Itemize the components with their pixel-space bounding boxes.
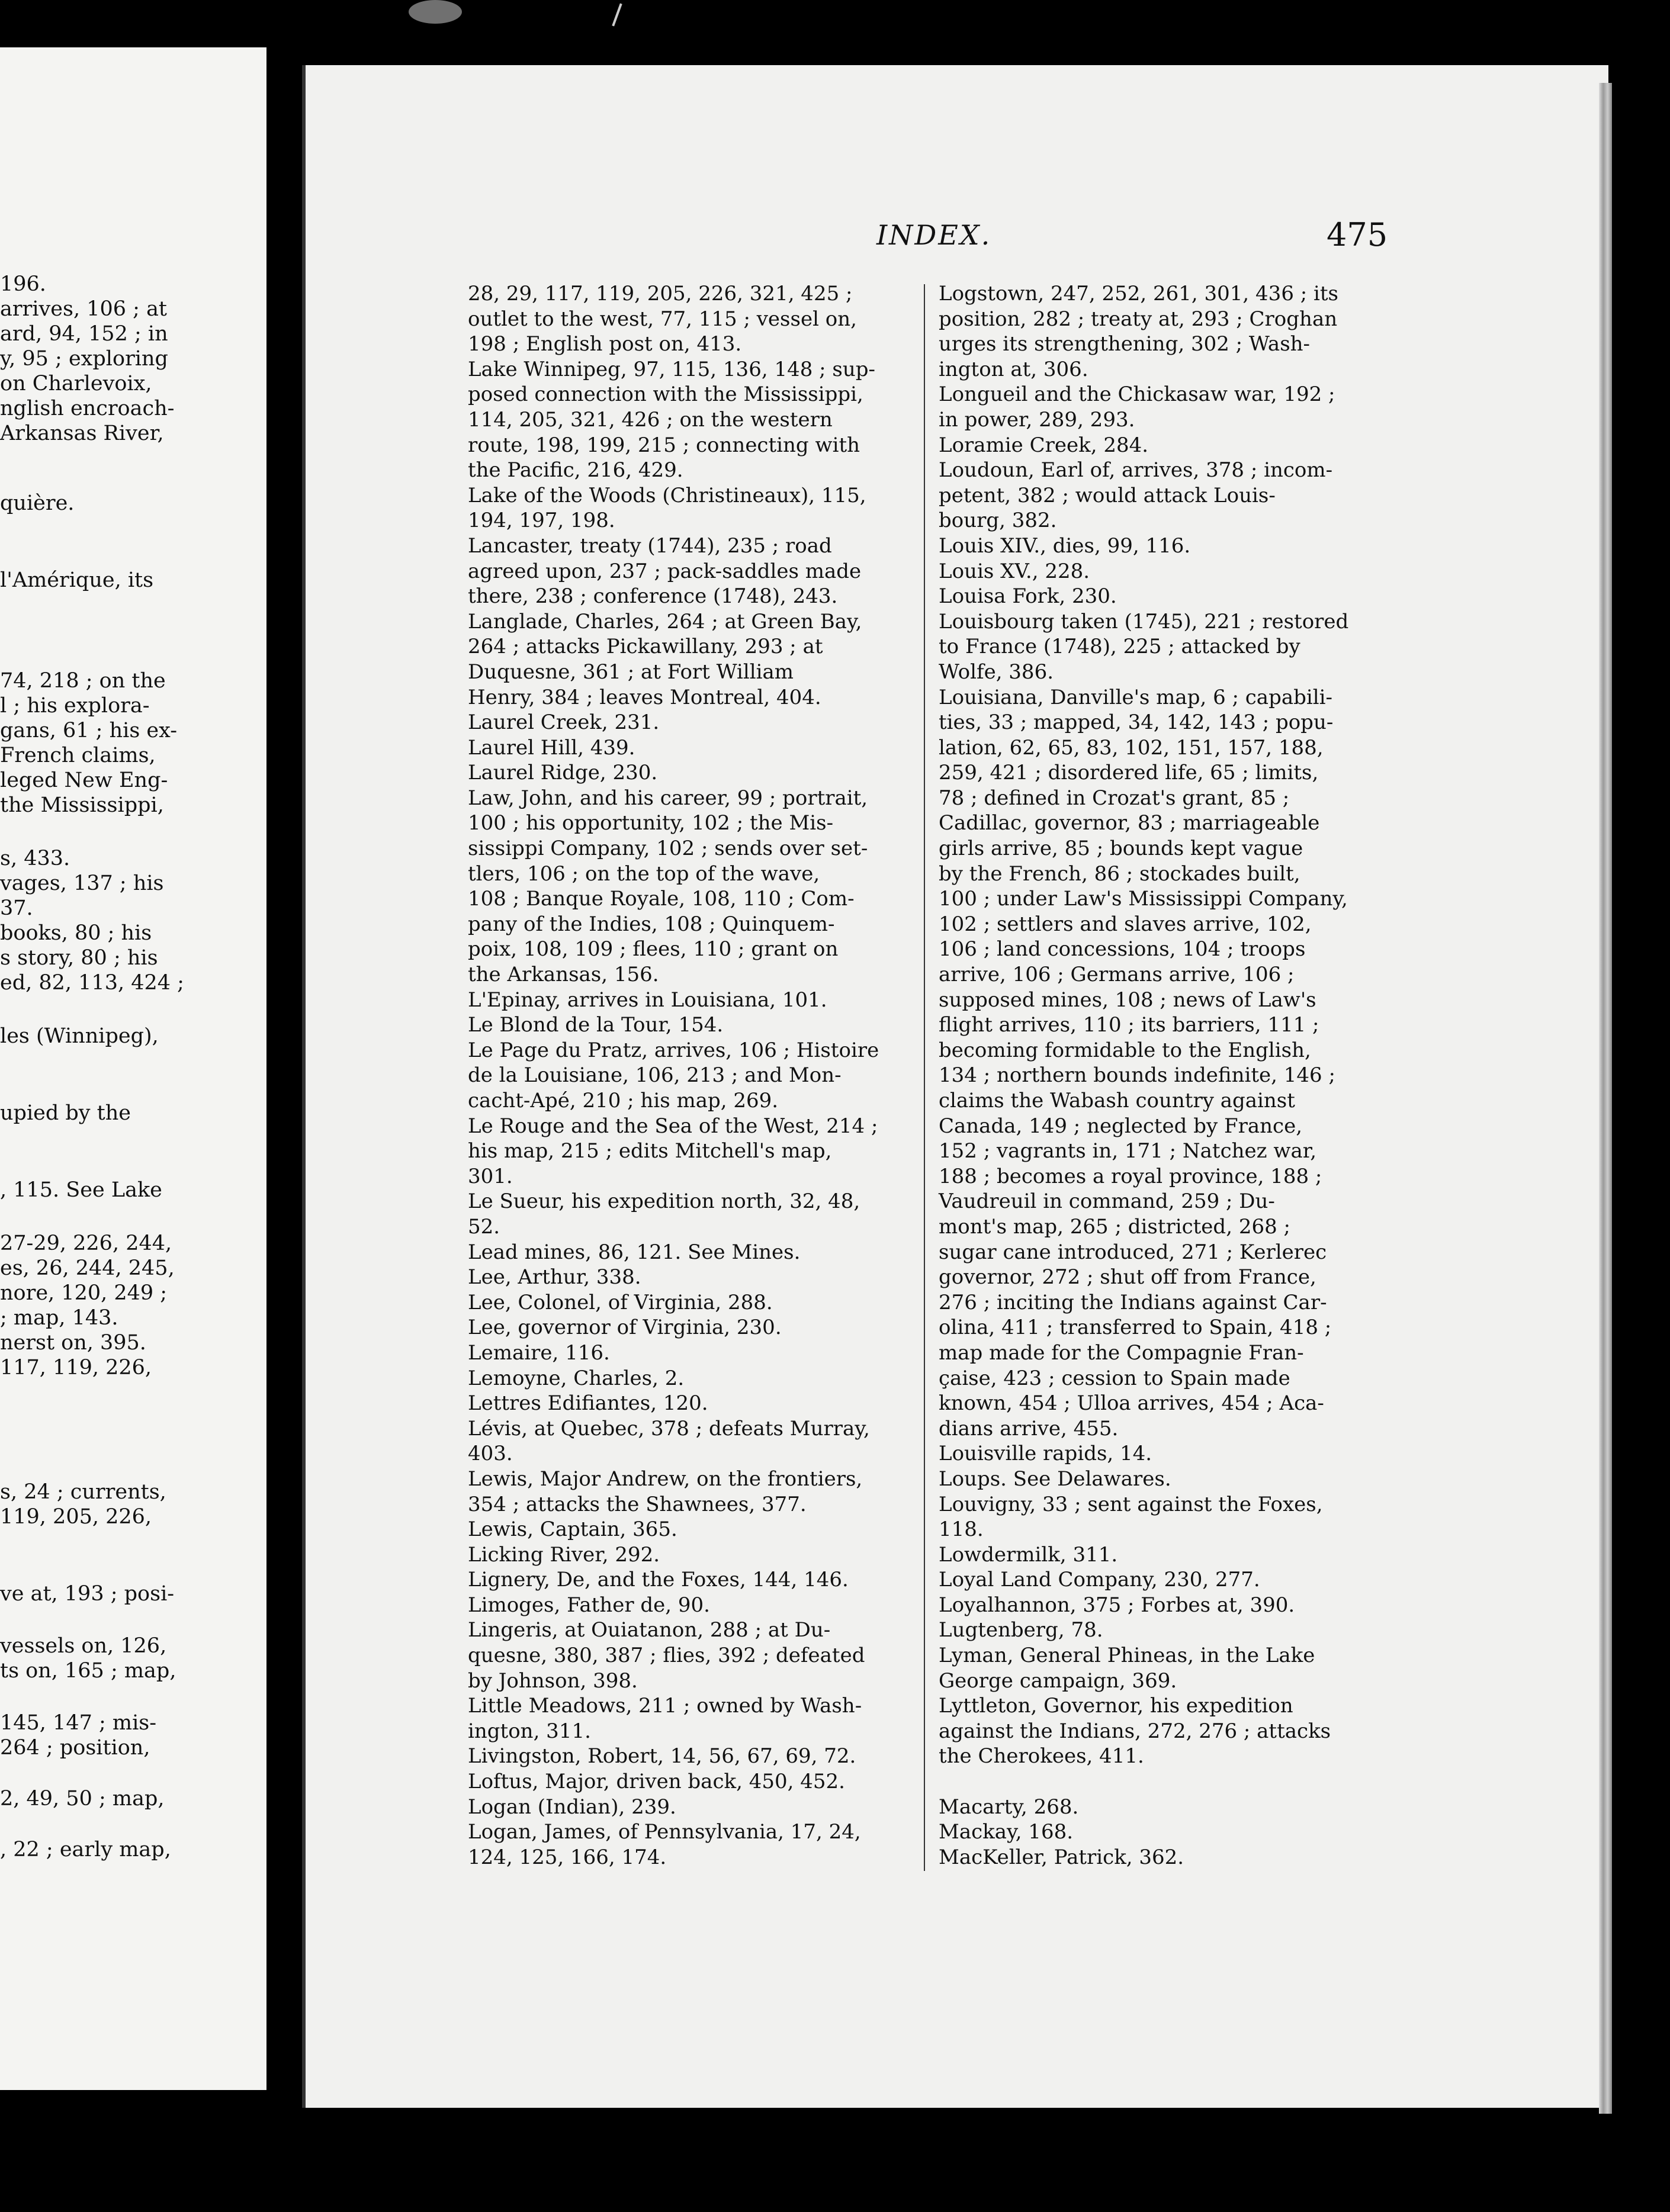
index-column-left [468,281,909,1870]
index-entry [939,1542,1389,1568]
index-entry-line: to France (1748), 225 ; attacked by [939,635,1300,659]
index-entry-line: Loramie Creek, 284. [939,433,1149,457]
index-entry-line: de la Louisiane, 106, 213 ; and Mon- [468,1063,842,1088]
index-entry [468,533,909,609]
page-edge [1599,83,1612,2114]
index-entry-line: Lee, Colonel, of Virginia, 288. [468,1290,773,1314]
index-entry [468,1391,909,1416]
index-entry-line: sissippi Company, 102 ; sends over set- [468,837,868,861]
index-entry-line: 100 ; his opportunity, 102 ; the Mis- [468,811,834,835]
index-entry [468,1517,909,1542]
index-entry [468,1542,909,1568]
index-entry-line: Langlade, Charles, 264 ; at Green Bay, [468,609,862,634]
index-entry-line: tlers, 106 ; on the top of the wave, [468,861,820,886]
left-page-fragment-line: leged New Eng- [0,769,168,792]
left-page-fragment-line: y, 95 ; exploring [0,347,168,371]
index-entry-line: 106 ; land concessions, 104 ; troops [939,937,1306,962]
index-entry [939,1618,1389,1643]
index-entry-line: map made for the Compagnie Fran- [939,1340,1304,1365]
left-page-fragment-line: s story, 80 ; his [0,946,158,970]
left-page-fragment-line: 37. [0,896,33,920]
left-page-fragment-line: l'Amérique, its [0,568,154,592]
index-entry-line: sugar cane introduced, 271 ; Kerlerec [939,1240,1327,1264]
index-entry [468,1038,909,1114]
index-entry [468,1265,909,1290]
index-entry [468,760,909,786]
index-entry-line: Le Blond de la Tour, 154. [468,1013,724,1037]
index-entry-line: poix, 108, 109 ; flees, 110 ; grant on [468,937,839,962]
index-entry-line: Logan, James, of Pennsylvania, 17, 24, [468,1820,861,1844]
index-entry-line: pany of the Indies, 108 ; Quinquem- [468,912,835,936]
index-entry-line: outlet to the west, 77, 115 ; vessel on, [468,307,857,331]
left-page-fragment-line: ard, 94, 152 ; in [0,322,168,346]
letter-section-gap [939,1769,1389,1795]
index-entry-line: by Johnson, 398. [468,1668,638,1693]
index-entry-line: Law, John, and his career, 99 ; portrait, [468,786,868,810]
index-entry-line: Lee, Arthur, 338. [468,1265,641,1290]
index-entry-line: the Pacific, 216, 429. [468,458,683,483]
index-entry-line: Cadillac, governor, 83 ; marriageable [939,811,1320,835]
left-page-fragment-line: nerst on, 395. [0,1331,146,1355]
left-page-fragment-line: , 115. See Lake [0,1178,162,1202]
index-entry [468,1315,909,1340]
index-entry-line: MacKeller, Patrick, 362. [939,1845,1184,1869]
index-entry-line: Lee, governor of Virginia, 230. [468,1316,782,1340]
index-entry-line: Lugtenberg, 78. [939,1618,1103,1642]
index-entry [468,1467,909,1517]
index-entry [939,1441,1389,1467]
index-entry-line: Lake Winnipeg, 97, 115, 136, 148 ; sup- [468,357,876,381]
index-entry-line: Lettres Edifiantes, 120. [468,1391,708,1416]
index-entry-line: Laurel Hill, 439. [468,735,635,760]
index-entry-line: Louis XIV., dies, 99, 116. [939,533,1191,558]
index-entry-line: Laurel Ridge, 230. [468,761,658,785]
index-entry [939,609,1389,685]
index-entry-line: his map, 215 ; edits Mitchell's map, [468,1139,832,1163]
index-entry-line: Lead mines, 86, 121. See Mines. [468,1240,801,1264]
left-page-fragment-line: 27-29, 226, 244, [0,1232,172,1255]
index-entry-line: 403. [468,1442,513,1466]
index-entry [468,1769,909,1795]
index-entry [939,1567,1389,1593]
index-entry-line: route, 198, 199, 215 ; connecting with [468,433,860,457]
index-entry-line: Logstown, 247, 252, 261, 301, 436 ; its [939,282,1339,306]
left-page-fragment-line: 119, 205, 226, [0,1505,152,1529]
index-entry-line: 301. [468,1164,513,1188]
index-entry [468,786,909,988]
index-entry-line: 134 ; northern bounds indefinite, 146 ; [939,1063,1335,1088]
index-column-right [939,281,1389,1870]
left-page-fragment-line: 2, 49, 50 ; map, [0,1787,165,1811]
index-entry [468,483,909,533]
left-page-fragment-line: vages, 137 ; his [0,872,164,895]
index-entry-line: position, 282 ; treaty at, 293 ; Croghan [939,307,1338,331]
index-entry [939,1643,1389,1693]
index-entry-line: Lemaire, 116. [468,1340,610,1365]
index-entry-line: 114, 205, 321, 426 ; on the western [468,407,833,432]
left-page-fragment-line: ts on, 165 ; map, [0,1659,176,1683]
index-entry-line: ington at, 306. [939,357,1088,381]
index-entry [468,1693,909,1744]
index-entry-line: arrive, 106 ; Germans arrive, 106 ; [939,963,1295,987]
index-entry-line: 78 ; defined in Crozat's grant, 85 ; [939,786,1290,810]
index-entry [939,584,1389,609]
index-entry-line: Logan (Indian), 239. [468,1795,676,1819]
index-entry-line: supposed mines, 108 ; news of Law's [939,988,1316,1012]
index-entry-line: 152 ; vagrants in, 171 ; Natchez war, [939,1139,1317,1163]
index-entry-line: Licking River, 292. [468,1542,660,1567]
left-page-fragment-line: Arkansas River, [0,422,164,445]
index-entry-line: petent, 382 ; would attack Louis- [939,483,1276,507]
index-entry-line: Louisiana, Danville's map, 6 ; capabili- [939,685,1332,709]
left-page-fragment-line: French claims, [0,744,156,767]
index-entry-line: claims the Wabash country against [939,1089,1295,1113]
index-entry-line: Loftus, Major, driven back, 450, 452. [468,1770,845,1794]
index-entry-line: Limoges, Father de, 90. [468,1593,710,1617]
index-entry-line: Macarty, 268. [939,1795,1079,1819]
index-entry-line: olina, 411 ; transferred to Spain, 418 ; [939,1316,1332,1340]
index-entry [939,458,1389,533]
left-page-fragment-line: 264 ; position, [0,1736,150,1760]
index-entry-line: 276 ; inciting the Indians against Car- [939,1290,1327,1314]
index-entry [468,1744,909,1769]
index-entry-line: Louisville rapids, 14. [939,1442,1152,1466]
index-entry-line: the Arkansas, 156. [468,963,659,987]
index-entry-line: bourg, 382. [939,509,1057,533]
index-entry-line: Louvigny, 33 ; sent against the Foxes, [939,1492,1323,1516]
left-page-fragment-line: nore, 120, 249 ; [0,1281,168,1305]
index-entry [939,281,1389,382]
index-entry-line: Lake of the Woods (Christineaux), 115, [468,483,866,507]
index-entry [939,559,1389,584]
index-entry-line: Louis XV., 228. [939,559,1090,583]
index-entry-line: lation, 62, 65, 83, 102, 151, 157, 188, [939,735,1324,760]
index-entry-line: ington, 311. [468,1719,591,1743]
column-rule [924,284,925,1871]
index-entry [939,433,1389,458]
index-entry [468,1340,909,1366]
index-entry [468,1114,909,1189]
index-entry-line: George campaign, 369. [939,1668,1177,1693]
index-entry-line: 52. [468,1214,500,1239]
index-entry [939,1593,1389,1618]
index-entry-line: Louisa Fork, 230. [939,584,1117,609]
index-entry [468,988,909,1013]
index-entry [468,1366,909,1391]
index-entry-line: Lowdermilk, 311. [939,1542,1118,1567]
left-page-fragment-line: 117, 119, 226, [0,1356,152,1380]
index-entry [468,357,909,483]
index-entry-line: Duquesne, 361 ; at Fort William [468,660,794,684]
index-entry-line: Lancaster, treaty (1744), 235 ; road [468,533,832,558]
index-entry [468,1416,909,1467]
index-entry-line: Livingston, Robert, 14, 56, 67, 69, 72. [468,1744,856,1769]
index-entry-line: Laurel Creek, 231. [468,710,660,735]
index-entry-line: Lingeris, at Ouiatanon, 288 ; at Du- [468,1618,831,1642]
index-entry-line: urges its strengthening, 302 ; Wash- [939,332,1311,356]
index-entry-line: becoming formidable to the English, [939,1038,1311,1062]
index-entry [468,609,909,710]
index-entry-line: agreed upon, 237 ; pack-saddles made [468,559,862,583]
index-entry [468,281,909,357]
book-gutter [266,0,302,2212]
index-entry-line: mont's map, 265 ; districted, 268 ; [939,1214,1290,1239]
index-entry [939,1795,1389,1820]
index-entry-line: Lewis, Captain, 365. [468,1517,677,1542]
index-entry [468,1819,909,1870]
left-page-fragment-line: 145, 147 ; mis- [0,1711,157,1735]
index-entry-line: Le Page du Pratz, arrives, 106 ; Histoire [468,1038,879,1062]
index-entry-line: governor, 272 ; shut off from France, [939,1265,1316,1290]
index-entry-line: Canada, 149 ; neglected by France, [939,1114,1303,1138]
index-entry-line: çaise, 423 ; cession to Spain made [939,1366,1290,1390]
left-page-fragment-line: vessels on, 126, [0,1634,167,1658]
left-page-fragment-line: 196. [0,272,46,296]
index-entry-line: there, 238 ; conference (1748), 243. [468,584,838,609]
index-entry-line: Loyal Land Company, 230, 277. [939,1568,1260,1592]
index-entry-line: flight arrives, 110 ; its barriers, 111 ; [939,1013,1319,1037]
index-entry-line: 194, 197, 198. [468,509,615,533]
left-page-fragment-line: les (Winnipeg), [0,1024,159,1048]
index-entry-line: L'Epinay, arrives in Louisiana, 101. [468,988,827,1012]
scan-artifact-stroke [612,4,622,27]
index-entry [468,1012,909,1038]
index-entry-line: Vaudreuil in command, 259 ; Du- [939,1189,1275,1214]
index-entry-line: the Cherokees, 411. [939,1744,1144,1769]
index-entry [468,1618,909,1693]
index-entry-line: Louisbourg taken (1745), 221 ; restored [939,609,1349,634]
index-entry-line: Le Sueur, his expedition north, 32, 48, [468,1189,860,1214]
left-page-fragment-line: l ; his explora- [0,694,150,718]
left-page-fragment-line: ve at, 193 ; posi- [0,1582,175,1606]
index-entry-line: against the Indians, 272, 276 ; attacks [939,1719,1331,1743]
left-page-fragment-line: books, 80 ; his [0,921,152,945]
left-page-fragment-line: gans, 61 ; his ex- [0,719,178,742]
index-entry-line: Le Rouge and the Sea of the West, 214 ; [468,1114,878,1138]
index-entry [939,1492,1389,1542]
left-page-fragment-line: the Mississippi, [0,793,164,817]
index-entry-line: in power, 289, 293. [939,407,1135,432]
index-entry-line: 100 ; under Law's Mississippi Company, [939,887,1348,911]
index-entry [939,533,1389,559]
index-entry-line: 259, 421 ; disordered life, 65 ; limits, [939,761,1319,785]
left-page-fragment-line: on Charlevoix, [0,372,152,396]
index-entry-line: cacht-Apé, 210 ; his map, 269. [468,1089,779,1113]
index-entry-line: Lignery, De, and the Foxes, 144, 146. [468,1568,849,1592]
left-page-fragment-line: nglish encroach- [0,397,175,420]
left-page-fragment-line: , 22 ; early map, [0,1838,171,1861]
index-entry-line: by the French, 86 ; stockades built, [939,861,1300,886]
index-entry-line: ties, 33 ; mapped, 34, 142, 143 ; popu- [939,710,1334,735]
index-entry-line: Loyalhannon, 375 ; Forbes at, 390. [939,1593,1295,1617]
index-entry-line: 102 ; settlers and slaves arrive, 102, [939,912,1312,936]
left-page-fragment-line: quière. [0,491,75,515]
index-entry [468,1189,909,1239]
index-entry [468,1795,909,1820]
index-entry-line: known, 454 ; Ulloa arrives, 454 ; Aca- [939,1391,1324,1416]
index-entry [468,710,909,735]
index-entry-line: Henry, 384 ; leaves Montreal, 404. [468,685,821,709]
index-entry-line: dians arrive, 455. [939,1416,1119,1441]
index-entry [468,1290,909,1316]
index-entry-line: Mackay, 168. [939,1820,1074,1844]
index-entry-line: Lyttleton, Governor, his expedition [939,1694,1293,1718]
left-page-fragment-line: ; map, 143. [0,1306,118,1330]
scan-artifact [409,0,462,24]
index-entry-line: Loups. See Delawares. [939,1467,1171,1491]
index-entry-line: Lévis, at Quebec, 378 ; defeats Murray, [468,1416,870,1441]
left-page-fragment-line: arrives, 106 ; at [0,297,167,321]
left-page-fragment-line: 74, 218 ; on the [0,669,166,693]
page-number: 475 [1327,216,1388,253]
index-entry-line: girls arrive, 85 ; bounds kept vague [939,837,1303,861]
index-entry [939,685,1389,1442]
index-entry [939,1693,1389,1769]
index-entry-line: 354 ; attacks the Shawnees, 377. [468,1492,807,1516]
index-entry-line: Lemoyne, Charles, 2. [468,1366,685,1390]
left-page-fragment-line: ed, 82, 113, 424 ; [0,971,184,995]
index-entry [939,1845,1389,1870]
left-page-fragment [0,47,266,2090]
index-entry-line: 108 ; Banque Royale, 108, 110 ; Com- [468,887,855,911]
index-entry-line: 124, 125, 166, 174. [468,1845,667,1869]
index-entry-line: quesne, 380, 387 ; flies, 392 ; defeated [468,1644,865,1668]
index-entry-line: 28, 29, 117, 119, 205, 226, 321, 425 ; [468,282,853,306]
index-entry [468,1240,909,1265]
index-entry-line: Longueil and the Chickasaw war, 192 ; [939,382,1335,407]
index-entry-line: Loudoun, Earl of, arrives, 378 ; incom- [939,458,1333,483]
index-entry-line: 188 ; becomes a royal province, 188 ; [939,1164,1322,1188]
left-page-fragment-line: es, 26, 244, 245, [0,1256,175,1280]
left-page-fragment-line: s, 433. [0,847,70,870]
index-entry-line: Lyman, General Phineas, in the Lake [939,1644,1315,1668]
index-entry [939,1467,1389,1492]
index-entry-line: Wolfe, 386. [939,660,1054,684]
index-entry [468,1593,909,1618]
left-page-fragment-line: upied by the [0,1101,131,1125]
index-entry [939,382,1389,432]
index-entry [468,1567,909,1593]
left-page-fragment-line: s, 24 ; currents, [0,1480,166,1504]
index-entry-line: Lewis, Major Andrew, on the frontiers, [468,1467,863,1491]
index-entry-line: Little Meadows, 211 ; owned by Wash- [468,1694,862,1718]
index-entry-line: 198 ; English post on, 413. [468,332,742,356]
index-entry [468,735,909,761]
index-entry-line: 264 ; attacks Pickawillany, 293 ; at [468,635,823,659]
index-entry [939,1819,1389,1845]
index-entry-line: posed connection with the Mississippi, [468,382,863,407]
running-head: INDEX. [876,219,992,251]
index-entry-line: 118. [939,1517,984,1542]
